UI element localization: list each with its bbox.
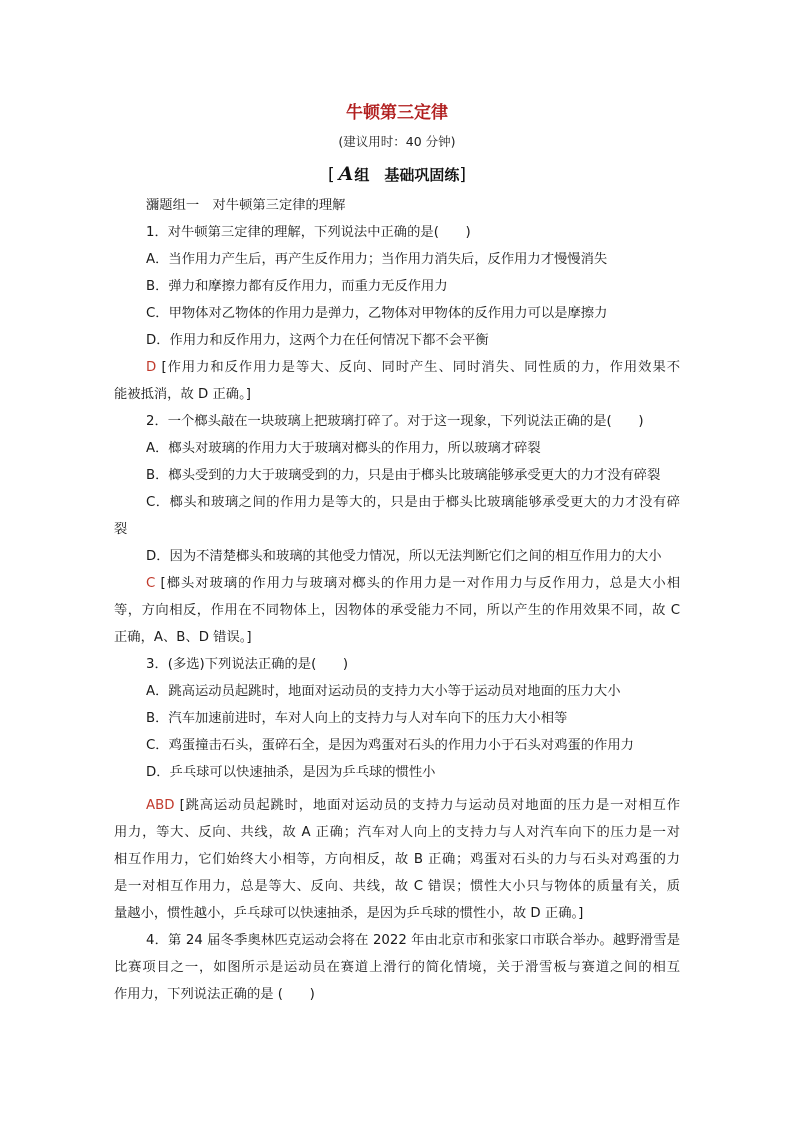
q2-explanation-line-3: 正确，A、B、D 错误。] — [114, 630, 252, 645]
q4-text-1: 4．第 24 届冬季奥林匹克运动会将在 2022 年由北京市和张家口市联合举办。越野滑雪是 — [146, 933, 680, 948]
q3-option-c: C．鸡蛋撞击石头，蛋碎石全，是因为鸡蛋对石头的作用力小于石头对鸡蛋的作用力 — [146, 738, 634, 753]
q1-stem: 1．对牛顿第三定律的理解，下列说法中正确的是( ) — [146, 225, 471, 240]
q3-option-a: A．跳高运动员起跳时，地面对运动员的支持力大小等于运动员对地面的压力大小 — [146, 684, 621, 699]
q4-line-1 — [146, 932, 680, 950]
group-letter: A — [338, 163, 354, 185]
q2-option-c-text-1: C．榔头和玻璃之间的作用力是等大的，只是由于榔头比玻璃能够承受更大的力才没有碎 — [146, 495, 680, 510]
q3-explanation-text-2: 用力，等大、反向、共线，故 A 正确；汽车对人向上的支持力与人对汽车向下的压力是一对 — [114, 825, 680, 840]
q3-stem: 3．(多选)下列说法正确的是( ) — [146, 657, 349, 672]
suggested-time: (建议用时：40 分钟) — [338, 134, 456, 149]
q3-explanation-line-4 — [114, 878, 680, 896]
q2-option-b: B．榔头受到的力大于玻璃受到的力，只是由于榔头比玻璃能够承受更大的力才没有碎裂 — [146, 468, 661, 483]
q2-option-d: D．因为不清楚榔头和玻璃的其他受力情况，所以无法判断它们之间的相互作用力的大小 — [146, 549, 662, 564]
group-a-heading — [0, 163, 794, 185]
q3-explanation-line-5: 量越小，惯性越小，乒乓球可以快速抽杀，是因为乒乓球的惯性小，故 D 正确。] — [114, 906, 584, 921]
q2-explanation-line-1 — [146, 575, 680, 593]
q3-explanation-line-2 — [114, 824, 680, 842]
q3-explanation-line-1 — [146, 797, 680, 815]
q3-explanation-text-1: [跳高运动员起跳时，地面对运动员的支持力与运动员对地面的压力是一对相互作 — [179, 798, 681, 813]
q2-option-c-line-1 — [146, 494, 680, 512]
group-bracket-open: [ — [327, 165, 335, 185]
q1-answer: D — [146, 360, 157, 375]
q1-explanation-line-2: 能被抵消，故 D 正确。] — [114, 387, 251, 402]
q2-option-c-line-2: 裂 — [114, 522, 128, 537]
q4-line-3: 作用力，下列说法正确的是 ( ) — [114, 987, 315, 1002]
q2-stem: 2．一个榔头敲在一块玻璃上把玻璃打碎了。对于这一现象，下列说法正确的是( ) — [146, 414, 644, 429]
q1-explanation-text-1: [作用力和反作用力是等大、反向、同时产生、同时消失、同性质的力，作用效果不 — [161, 360, 681, 375]
q3-option-d: D．乒乓球可以快速抽杀，是因为乒乓球的惯性小 — [146, 765, 436, 780]
q3-option-b: B．汽车加速前进时，车对人向上的支持力与人对车向下的压力大小相等 — [146, 711, 568, 726]
q2-option-a: A．榔头对玻璃的作用力大于玻璃对榔头的作用力，所以玻璃才碎裂 — [146, 441, 541, 456]
group-bracket-close: ] — [459, 165, 467, 185]
q4-text-2: 比赛项目之一，如图所示是运动员在赛道上滑行的简化情境，关于滑雪板与赛道之间的相互 — [114, 960, 680, 975]
q2-explanation-text-2: 等，方向相反，作用在不同物体上，因物体的承受能力不同，所以产生的作用效果不同，故 C — [114, 603, 680, 618]
q1-option-c: C．甲物体对乙物体的作用力是弹力，乙物体对甲物体的反作用力可以是摩擦力 — [146, 306, 608, 321]
q1-explanation-line-1 — [146, 359, 680, 377]
q1-option-a: A．当作用力产生后，再产生反作用力；当作用力消失后，反作用力才慢慢消失 — [146, 252, 608, 267]
q4-line-2 — [114, 959, 680, 977]
q1-option-d: D．作用力和反作用力，这两个力在任何情况下都不会平衡 — [146, 333, 489, 348]
q3-explanation-text-4: 是一对相互作用力，总是等大、反向、共线，故 C 错误；惯性大小只与物体的质量有关，质 — [114, 879, 680, 894]
q3-answer: ABD — [146, 798, 175, 813]
section-heading: 瀰题组一 对牛顿第三定律的理解 — [146, 198, 346, 213]
q2-explanation-line-2 — [114, 602, 680, 620]
q2-explanation-text-1: [榔头对玻璃的作用力与玻璃对榔头的作用力是一对作用力与反作用力，总是大小相 — [160, 576, 680, 591]
q3-explanation-line-3 — [114, 851, 680, 869]
q1-option-b: B．弹力和摩擦力都有反作用力，而重力无反作用力 — [146, 279, 448, 294]
page-title: 牛顿第三定律 — [346, 103, 448, 123]
group-label: 组 基础巩固练 — [354, 166, 460, 184]
q3-explanation-text-3: 相互作用力，它们始终大小相等，方向相反，故 B 正确；鸡蛋对石头的力与石头对鸡蛋的力 — [114, 852, 680, 867]
q2-answer: C — [146, 576, 156, 591]
